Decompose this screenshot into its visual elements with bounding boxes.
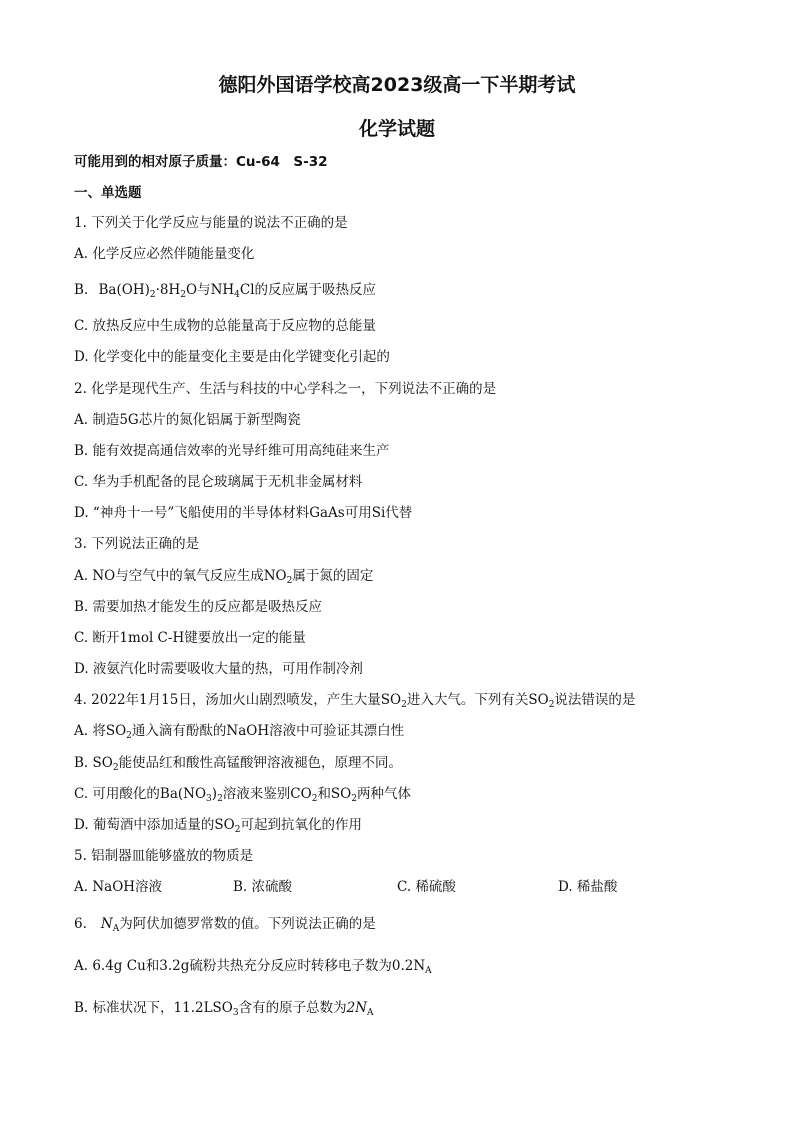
option-text: D. 葡萄酒中添加适量的SO	[74, 817, 235, 833]
option-text: C. 可用酸化的Ba(NO	[74, 786, 207, 802]
formula-part: ·8H	[155, 282, 181, 298]
subscript: 2	[126, 731, 132, 741]
formula-part: N	[100, 916, 113, 932]
subscript: A	[112, 924, 120, 934]
question-4-option-b	[74, 754, 402, 772]
stem-text: 为阿伏加德罗常数的值。下列说法正确的是	[119, 916, 376, 932]
option-text: A. 将SO	[74, 723, 127, 739]
question-5-option-c: C. 稀硫酸	[397, 879, 456, 895]
option-text: 可起到抗氧化的作用	[240, 817, 362, 833]
stem-text: 说法错误的是	[554, 692, 636, 708]
question-3-option-d: D. 液氨汽化时需要吸收大量的热，可用作制冷剂	[74, 661, 363, 677]
question-2-stem: 2. 化学是现代生产、生活与科技的中心学科之一，下列说法不正确的是	[74, 381, 497, 397]
formula-part: 11.2LSO	[173, 1000, 233, 1016]
formula-part: Ba(OH)	[98, 282, 150, 298]
subscript: A	[367, 1008, 374, 1018]
subscript: 3	[232, 1008, 239, 1018]
chemical-formula	[211, 282, 255, 298]
stem-number: 6.	[74, 916, 87, 932]
subscript: 2	[286, 576, 293, 586]
subscript: 2	[311, 794, 318, 804]
atomic-masses-note: 可能用到的相对原子质量：Cu-64 S-32	[74, 154, 328, 170]
question-2-option-c: C. 华为手机配备的昆仑玻璃属于无机非金属材料	[74, 474, 363, 490]
question-5-option-d: D. 稀盐酸	[558, 879, 618, 895]
question-5-option-b: B. 浓硫酸	[233, 879, 293, 895]
question-2-option-a: A. 制造5G芯片的氮化铝属于新型陶瓷	[74, 412, 301, 428]
option-text: A. NO与空气中的氧气反应生成NO	[74, 568, 287, 584]
question-1-option-a: A. 化学反应必然伴随能量变化	[74, 246, 255, 262]
option-text: 两种气体	[357, 786, 411, 802]
option-text: 属于氮的固定	[292, 568, 374, 584]
subscript: 2	[217, 794, 223, 804]
question-4-stem	[74, 691, 635, 709]
subscript: 2	[112, 763, 119, 773]
question-1-stem: 1. 下列关于化学反应与能量的说法不正确的是	[74, 215, 348, 231]
question-6-stem	[74, 915, 376, 933]
option-text: 和SO	[317, 786, 352, 802]
stem-text: 进入大气。下列有关SO	[406, 692, 549, 708]
question-3-option-a	[74, 567, 373, 585]
chemical-formula	[99, 282, 198, 298]
question-5-stem: 5. 铝制器皿能够盛放的物质是	[74, 848, 254, 864]
avogadro-symbol	[101, 916, 119, 932]
option-text: 含有的原子总数为	[238, 1000, 347, 1016]
subscript: 2	[180, 290, 186, 300]
option-label: B.	[74, 282, 89, 298]
question-5-option-a: A. NaOH溶液	[74, 879, 163, 895]
option-text: )	[211, 786, 218, 802]
option-text: 能使品红和酸性高锰酸钾溶液褪色，原理不同。	[118, 755, 403, 771]
option-text: B. 标准状况下，	[74, 1000, 174, 1016]
question-4-option-c	[74, 785, 411, 803]
subscript: 2	[234, 825, 241, 835]
formula-part: O	[185, 282, 198, 298]
subscript: A	[425, 966, 432, 976]
question-2-option-b: B. 能有效提高通信效率的光导纤维可用高纯硅来生产	[74, 443, 390, 459]
question-2-option-d: D. “神舟十一号”飞船使用的半导体材料GaAs可用Si代替	[74, 505, 413, 521]
question-3-stem: 3. 下列说法正确的是	[74, 536, 200, 552]
option-text: 通入滴有酚酞的NaOH溶液中可验证其漂白性	[131, 723, 405, 739]
option-text: 的反应属于吸热反应	[254, 282, 377, 298]
subscript: 2	[149, 290, 156, 300]
subscript: 2	[351, 794, 357, 804]
option-text: A. 6.4g Cu和3.2g硫粉共热充分反应时转移电子数为	[74, 958, 392, 974]
exam-title: 德阳外国语学校高2023级高一下半期考试	[218, 74, 576, 96]
connector-text: 与	[197, 282, 211, 298]
question-6-option-b	[74, 999, 374, 1017]
subscript: 2	[548, 700, 555, 710]
question-6-option-a	[74, 957, 432, 975]
subscript: 4	[234, 290, 240, 300]
question-4-option-a	[74, 722, 404, 740]
subscript: 3	[206, 794, 212, 804]
option-text: B. SO	[74, 755, 113, 771]
formula-part: Cl	[239, 282, 255, 298]
question-1-option-b	[74, 281, 376, 299]
formula-part: 2N	[346, 1000, 367, 1016]
formula-part: 0.2N	[391, 958, 426, 974]
question-3-option-b: B. 需要加热才能发生的反应都是吸热反应	[74, 599, 323, 615]
question-1-option-d: D. 化学变化中的能量变化主要是由化学键变化引起的	[74, 349, 390, 365]
option-text: 溶液来鉴别CO	[222, 786, 312, 802]
question-1-option-c: C. 放热反应中生成物的总能量高于反应物的总能量	[74, 318, 376, 334]
question-4-option-d	[74, 816, 362, 834]
stem-text: 4. 2022年1月15日，汤加火山剧烈喷发，产生大量SO	[74, 692, 402, 708]
formula-part: NH	[210, 282, 235, 298]
question-3-option-c: C. 断开1mol C-H键要放出一定的能量	[74, 630, 306, 646]
exam-subtitle: 化学试题	[358, 118, 435, 140]
section-heading: 一、单选题	[74, 185, 142, 201]
subscript: 2	[401, 700, 407, 710]
